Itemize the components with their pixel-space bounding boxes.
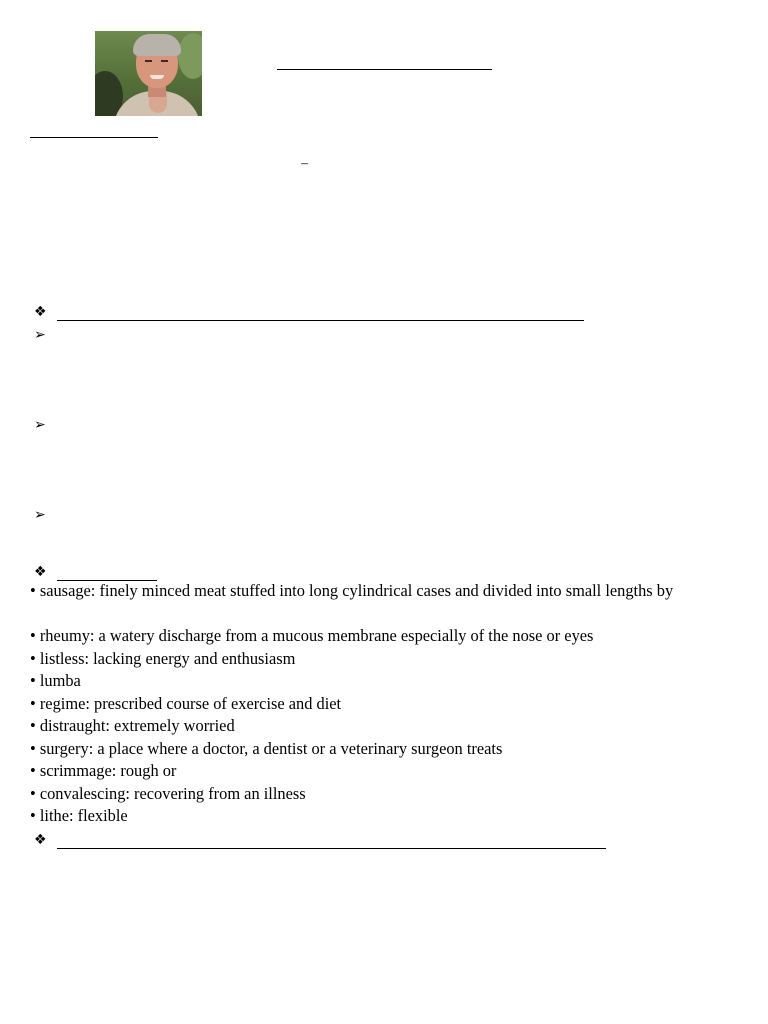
photo-smile	[150, 75, 164, 79]
list-item: • rheumy: a watery discharge from a mucous membrane especially of the nose or eyes	[30, 626, 594, 645]
photo-eye	[145, 60, 152, 62]
list-item: • listless: lacking energy and enthusiasm	[30, 648, 296, 668]
author-photo	[95, 31, 202, 116]
arrow-bullet-icon: ➢	[34, 417, 46, 433]
list-item: • distraught: extremely worried	[30, 716, 235, 735]
photo-foliage	[178, 33, 202, 79]
vocabulary-list	[30, 580, 673, 828]
diamond-bullet-icon: ❖	[34, 832, 47, 848]
dash-mark: –	[301, 156, 308, 171]
final-heading-underline	[57, 848, 606, 849]
summary-heading-underline	[57, 320, 584, 321]
section-underline	[30, 137, 158, 138]
list-item: • lithe: flexible	[30, 806, 128, 825]
list-item: • lumba	[30, 671, 81, 690]
photo-hair	[133, 34, 181, 56]
arrow-bullet-icon: ➢	[34, 327, 46, 343]
list-item: • sausage: finely minced meat stuffed into long cylindrical cases and divided into small lengths by	[30, 581, 674, 600]
diamond-bullet-icon: ❖	[34, 304, 47, 320]
list-item: • surgery: a place where a doctor, a dentist or a veterinary surgeon treats	[30, 738, 503, 758]
diamond-bullet-icon: ❖	[34, 564, 47, 580]
arrow-bullet-icon: ➢	[34, 507, 46, 523]
photo-eye	[161, 60, 168, 62]
list-item: • scrimmage: rough or	[30, 761, 177, 780]
list-item: • regime: prescribed course of exercise and diet	[30, 693, 342, 713]
title-underline	[277, 69, 492, 70]
list-item: • convalescing: recovering from an illness	[30, 783, 306, 803]
